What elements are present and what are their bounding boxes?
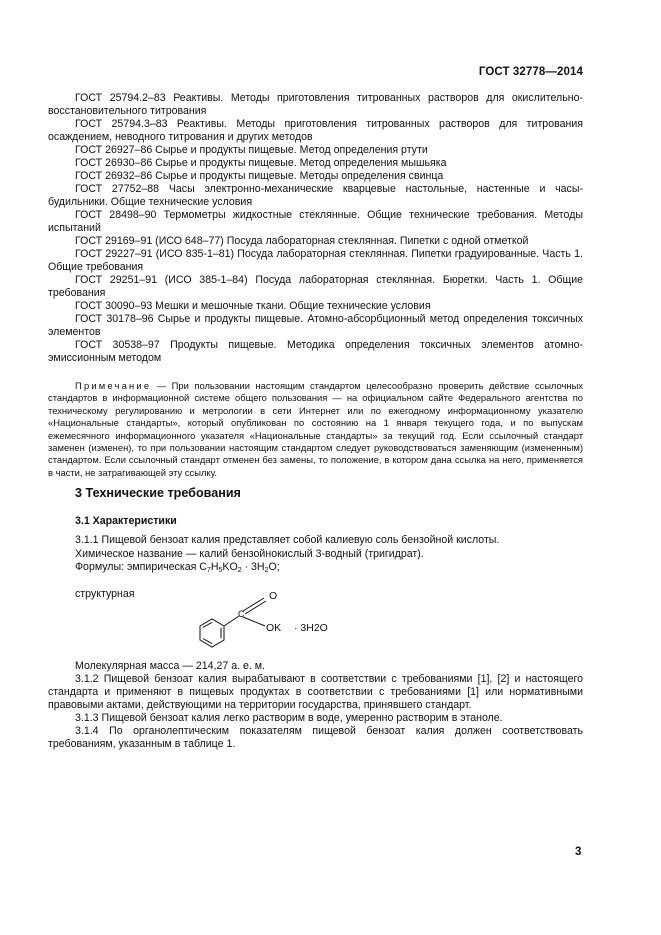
reference-item: ГОСТ 29169–91 (ИСО 648–77) Посуда лабораторная стеклянная. Пипетки с одной отметкой: [75, 235, 529, 247]
paragraph-3-1-4: 3.1.4 По органолептическим показателям пищевой бензоат калия должен соответствовать требованиям, указанным в таблице 1.: [48, 725, 583, 750]
paragraph-3-1-2: 3.1.2 Пищевой бензоат калия вырабатывают в соответствии с требованиями [1], [2] и настоящего стандарта и применяют в пищевых продуктах в соответствии с требованиями [1] или нормативными правовыми актами, действующими на территории государства, принявшего стандарт.: [48, 673, 583, 711]
paragraph-3-1-1: 3.1.1 Пищевой бензоат калия представляет собой калиевую соль бензойной кислоты.: [75, 534, 500, 546]
reference-item: ГОСТ 26932–86 Сырье и продукты пищевые. Методы определения свинца: [75, 170, 444, 182]
carboxylate-bond: [243, 617, 265, 626]
structural-formula-label: структурная: [75, 588, 135, 600]
oxygen-potassium-group: OK: [266, 622, 282, 634]
ring-carbon-bond: [224, 616, 239, 626]
reference-item: ГОСТ 25794.3–83 Реактивы. Методы приготовления титрованных растворов для титрования осаждением, неводного титрования и других методов: [48, 118, 583, 143]
reference-item: ГОСТ 26930–86 Сырье и продукты пищевые. Метод определения мышьяка: [75, 157, 447, 169]
reference-item: ГОСТ 30538–97 Продукты пищевые. Методика определения токсичных элементов атомно-эмиссионным методом: [48, 339, 583, 364]
normative-references-list: [48, 92, 583, 365]
molar-mass: Молекулярная масса — 214,27 а. е. м.: [75, 660, 265, 672]
body-text: [48, 660, 583, 751]
note-text: — При пользовании настоящим стандартом целесообразно проверить действие ссылочных стандартов в информационной системе общего пользования — на официальном сайте Федерального агентства по техническому регулированию и метрологии в сети Интернет или по ежегодному информационному указателю «Национальные стандарты», который опубликован по состоянию на 1 января текущего года, и по выпускам ежемесячного информационного указателя «Национальные стандарты» за текущий год. Если ссылочный стандарт заменен (изменен), то при пользовании настоящим стандартом следует руководствоваться заменяющим (измененным) стандартом. Если ссылочный стандарт отменен без замены, то положение, в котором дана ссылка на него, применяется в части, не затрагивающей эту ссылку.: [48, 380, 583, 478]
empirical-formula: Формулы: эмпирическая $C_7H_5KO_2 \cdot 3H_2O$;: [75, 561, 280, 575]
subsection-heading: 3.1 Характеристики: [75, 515, 177, 527]
structural-formula-diagram: [188, 586, 358, 656]
benzene-ring: [200, 598, 266, 647]
note-label: Примечание: [75, 380, 152, 391]
reference-item: ГОСТ 30090–93 Мешки и мешочные ткани. Общие технические условия: [75, 300, 431, 312]
oxygen-atom: O: [269, 590, 278, 602]
section-heading: 3 Технические требования: [75, 486, 241, 500]
reference-item: ГОСТ 26927–86 Сырье и продукты пищевые. Метод определения ртути: [75, 144, 428, 156]
reference-item: ГОСТ 30178–96 Сырье и продукты пищевые. Атомно-абсорбционный метод определения токсичных элементов: [48, 313, 583, 338]
reference-item: ГОСТ 25794.2–83 Реактивы. Методы приготовления титрованных растворов для окислительно-восстановительного титрования: [48, 92, 583, 117]
characteristics-text: [48, 534, 583, 575]
reference-item: ГОСТ 27752–88 Часы электронно-механические кварцевые настольные, настенные и часы-будильники. Общие технические условия: [48, 183, 583, 208]
page-number: 3: [575, 846, 582, 858]
paragraph-3-1-3: 3.1.3 Пищевой бензоат калия легко растворим в воде, умеренно растворим в этаноле.: [75, 712, 503, 724]
carbon-atom: C: [238, 609, 245, 619]
reference-item: ГОСТ 28498–90 Термометры жидкостные стеклянные. Общие технические требования. Методы испытаний: [48, 209, 583, 234]
note-block: [48, 380, 583, 479]
reference-item: ГОСТ 29227–91 (ИСО 835-1–81) Посуда лабораторная стеклянная. Пипетки градуированные. Часть 1. Общие требования: [48, 248, 583, 273]
chemical-name: Химическое название — калий бензойнокислый 3-водный (тригидрат).: [75, 547, 424, 560]
water-of-hydration: · 3H2O: [294, 622, 328, 634]
reference-item: ГОСТ 29251–91 (ИСО 385-1–84) Посуда лабораторная стеклянная. Бюретки. Часть 1. Общие требования: [48, 274, 583, 299]
document-code-header: ГОСТ 32778—2014: [478, 66, 583, 78]
